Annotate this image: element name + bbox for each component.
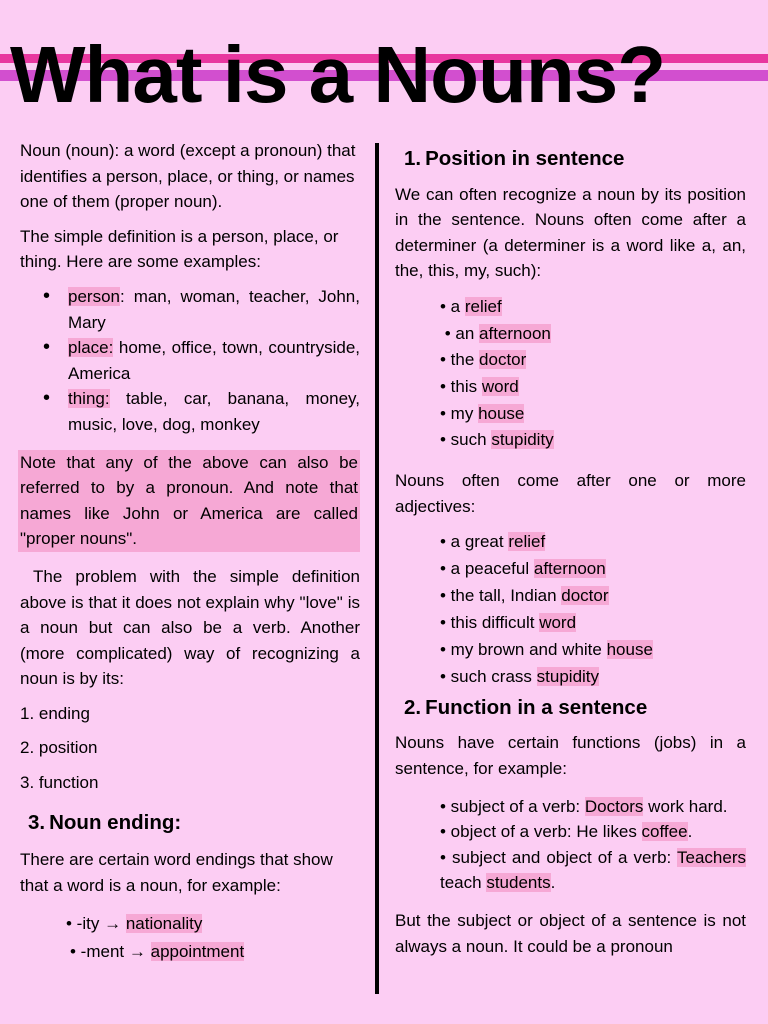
- highlighted-noun: coffee: [641, 822, 688, 842]
- highlighted-noun: relief: [464, 296, 502, 316]
- list-item: [20, 284, 360, 335]
- function-rest: .: [550, 873, 556, 893]
- section-heading-function: [404, 695, 746, 721]
- list-item: [440, 819, 746, 845]
- highlighted-noun: doctor: [561, 586, 609, 606]
- simple-definition-paragraph: The simple definition is a person, place, or thing. Here are some examples:: [20, 226, 339, 272]
- page-title: What is a Nouns?: [10, 30, 666, 119]
- adjective-phrase: • such crass: [440, 666, 537, 686]
- list-item: [440, 529, 746, 556]
- adjective-phrase: • this difficult: [440, 613, 540, 633]
- highlighted-term: person: [68, 286, 120, 306]
- highlighted-noun: stupidity: [536, 666, 600, 686]
- highlighted-noun: students: [486, 873, 551, 893]
- left-column: [20, 138, 365, 965]
- determiner: • a: [440, 296, 465, 316]
- highlighted-term: thing:: [68, 389, 110, 409]
- highlighted-noun: house: [606, 640, 653, 659]
- function-rest: teach: [440, 873, 487, 893]
- list-item: [440, 347, 746, 374]
- highlighted-term: place:: [68, 338, 114, 358]
- highlighted-noun: afternoon: [533, 559, 606, 579]
- examples-list: [20, 284, 360, 438]
- determiner: • my: [440, 403, 479, 423]
- highlighted-noun: word: [539, 613, 577, 633]
- heading-text: Function in a sentence: [425, 695, 648, 719]
- term-examples: man, woman, teacher, John, Mary: [68, 286, 360, 332]
- function-label: • object of a verb: He likes: [440, 822, 642, 842]
- column-divider: [375, 143, 379, 994]
- definition-paragraph: Noun (noun): a word (except a pronoun) that identifies a person, place, or thing, or names one of them (proper noun).: [20, 141, 356, 212]
- heading-number: 2.: [404, 695, 422, 719]
- heading-text: Position in sentence: [425, 147, 625, 170]
- heading-number: 1.: [404, 147, 422, 170]
- highlighted-noun: word: [481, 377, 519, 397]
- highlighted-noun: Teachers: [677, 847, 746, 867]
- pronoun-note: Note that any of the above can also be referred to by a pronoun. And note that names like John or America are called "proper nouns".: [18, 450, 360, 552]
- list-item: 1. ending: [20, 703, 90, 723]
- function-rest: .: [687, 822, 693, 842]
- determiner: • this: [440, 377, 482, 397]
- list-item: [440, 664, 746, 691]
- list-item: [440, 401, 746, 428]
- term-examples: home, office, town, countryside, America: [68, 338, 360, 383]
- list-item: [440, 321, 746, 348]
- section-heading-position: [404, 146, 746, 172]
- position-paragraph: We can often recognize a noun by its position in the sentence. Nouns often come after a determiner (a determiner is a word like a, an, the, this, my, such):: [395, 184, 746, 281]
- list-item: [440, 374, 746, 401]
- determiner: • such: [440, 430, 492, 450]
- function-paragraph: Nouns have certain functions (jobs) in a sentence, for example:: [395, 733, 746, 778]
- determiner-examples: [395, 294, 746, 454]
- ending-suffix: • -ment: [70, 941, 125, 961]
- adjective-phrase: • a great: [440, 532, 509, 552]
- list-item: [20, 335, 360, 386]
- highlighted-noun: appointment: [150, 941, 245, 961]
- function-label: • subject and object of a verb:: [440, 847, 678, 867]
- adjective-examples: [395, 529, 746, 690]
- highlighted-noun: relief: [508, 532, 546, 552]
- function-rest: work hard.: [643, 796, 728, 816]
- list-item: 3. function: [20, 773, 99, 793]
- term-examples: table, car, banana, money, music, love, dog, monkey: [68, 389, 360, 434]
- adjective-phrase: • the tall, Indian: [440, 586, 562, 606]
- list-item: [440, 637, 746, 664]
- endings-intro: There are certain word endings that show that a word is a noun, for example:: [20, 850, 333, 895]
- list-item: [440, 583, 746, 610]
- subject-object-paragraph: But the subject or object of a sentence is not always a noun. It could be a pronoun: [395, 910, 746, 956]
- adjectives-paragraph: Nouns often come after one or more adjectives:: [395, 471, 746, 516]
- right-column: [395, 140, 746, 968]
- list-item: [440, 610, 746, 637]
- list-item: 2. position: [20, 738, 98, 758]
- highlighted-noun: afternoon: [479, 323, 551, 343]
- highlighted-noun: Doctors: [584, 796, 644, 816]
- heading-text: Noun ending:: [49, 810, 182, 834]
- list-item: [440, 294, 746, 321]
- list-item: [440, 794, 746, 820]
- highlighted-noun: doctor: [479, 350, 527, 370]
- highlighted-noun: nationality: [125, 914, 203, 934]
- section-heading-noun-ending: [28, 810, 360, 836]
- heading-number: 3.: [28, 810, 46, 834]
- problem-paragraph: The problem with the simple definition above is that it does not explain why "love" is a noun but can also be a verb. Another (more complicated) way of recognizing a noun is by its:: [20, 566, 365, 689]
- list-item: [440, 556, 746, 583]
- adjective-phrase: • a peaceful: [440, 559, 534, 579]
- term-separator: :: [119, 286, 125, 306]
- arrow-icon: →: [104, 914, 122, 934]
- arrow-icon: →: [128, 941, 146, 961]
- list-item: [440, 845, 746, 896]
- ending-suffix: • -ity: [66, 914, 100, 934]
- highlighted-noun: stupidity: [491, 430, 554, 450]
- ending-example: [70, 938, 360, 966]
- highlighted-noun: house: [478, 403, 525, 423]
- list-item: [440, 427, 746, 454]
- determiner: • the: [440, 350, 480, 370]
- list-item: [20, 386, 360, 437]
- function-examples: [395, 794, 746, 896]
- adjective-phrase: • my brown and white: [440, 640, 607, 659]
- function-label: • subject of a verb:: [440, 796, 585, 816]
- determiner: • an: [440, 323, 480, 343]
- ending-example: [66, 910, 360, 938]
